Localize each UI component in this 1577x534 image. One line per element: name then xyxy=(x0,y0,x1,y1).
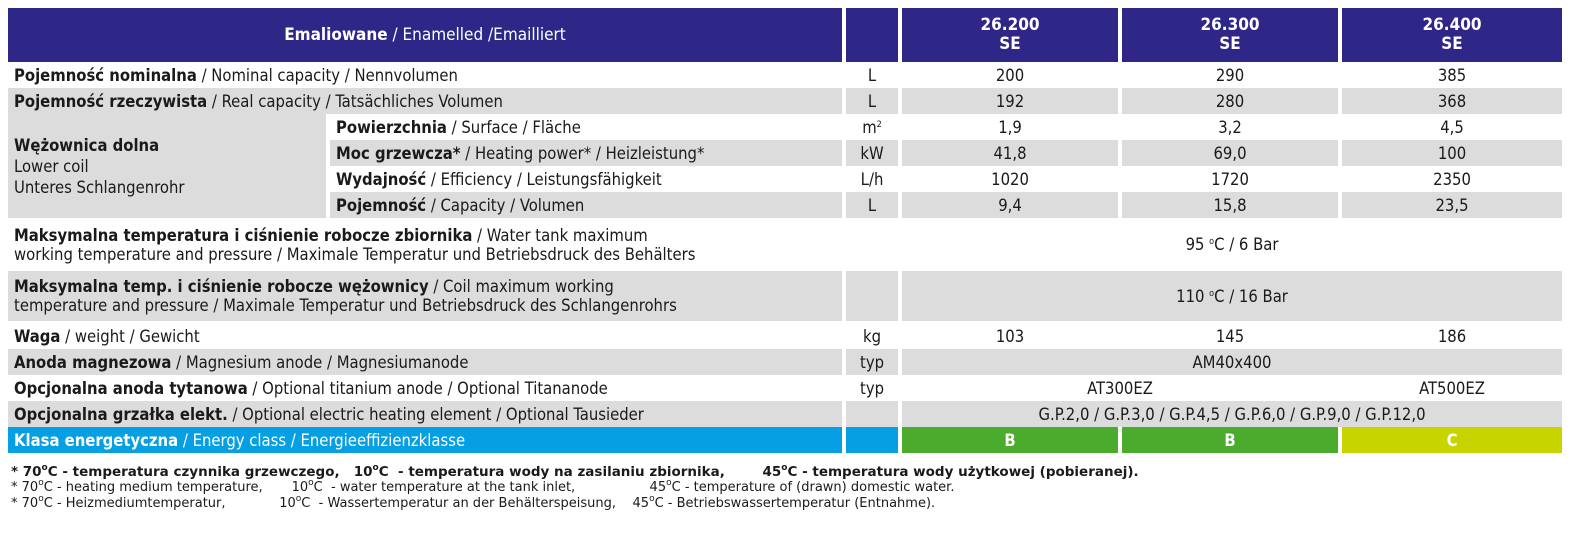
value-cell: 2350 xyxy=(1342,166,1562,192)
row-label: Opcjonalna grzałka elekt. / Optional electric heating element / Optional Tausieder xyxy=(8,401,846,427)
row-label: Opcjonalna anoda tytanowa / Optional titanium anode / Optional Titananode xyxy=(8,375,846,401)
energy-class-badge: C xyxy=(1342,427,1562,453)
value-cell: 1020 xyxy=(902,166,1122,192)
value-cell: 145 xyxy=(1122,321,1342,349)
footnote-line: * 70$^o$C - temperatura czynnika grzewczego, 10$^o$C - temperatura wody na zasilaniu zbiornika, 45$^o$C - temperatura wody użytkowej (pobieranej). xyxy=(11,463,1139,480)
value-cell: G.P.2,0 / G.P.3,0 / G.P.4,5 / G.P.6,0 / G.P.9,0 / G.P.12,0 xyxy=(902,401,1562,427)
value-cell: 290 xyxy=(1122,62,1342,88)
value-cell: 9,4 xyxy=(902,192,1122,218)
unit-cell: typ xyxy=(846,349,902,375)
value-cell: 100 xyxy=(1342,140,1562,166)
row-label: Anoda magnezowa / Magnesium anode / Magnesiumanode xyxy=(8,349,846,375)
unit-cell xyxy=(846,427,902,453)
value-cell: 41,8 xyxy=(902,140,1122,166)
value-cell: 69,0 xyxy=(1122,140,1342,166)
unit-cell: L/h xyxy=(846,166,902,192)
table-title: Emaliowane / Enamelled /Emailliert xyxy=(8,8,846,62)
row-label: Pojemność rzeczywista / Real capacity / Tatsächliches Volumen xyxy=(8,88,846,114)
footnotes xyxy=(11,464,1139,512)
row-label: Pojemność nominalna / Nominal capacity / Nennvolumen xyxy=(8,62,846,88)
value-cell: AT500EZ xyxy=(1342,375,1562,401)
value-cell: 385 xyxy=(1342,62,1562,88)
unit-cell: $m^2$ xyxy=(846,114,902,140)
unit-cell: L xyxy=(846,88,902,114)
value-cell: 103 xyxy=(902,321,1122,349)
value-cell: 192 xyxy=(902,88,1122,114)
row-magnesium-anode xyxy=(8,349,1562,375)
header-row xyxy=(8,8,1562,62)
unit-cell: kW xyxy=(846,140,902,166)
model-header-3: 26.400 SE xyxy=(1342,8,1562,62)
row-electric-heater xyxy=(8,401,1562,427)
value-cell: 3,2 xyxy=(1122,114,1342,140)
row-label: Moc grzewcza* / Heating power* / Heizleistung* xyxy=(330,140,846,166)
value-cell: 95 $^o$C / 6 Bar xyxy=(902,218,1562,268)
unit-cell: L xyxy=(846,192,902,218)
value-cell: 15,8 xyxy=(1122,192,1342,218)
value-cell: 186 xyxy=(1342,321,1562,349)
row-real-capacity xyxy=(8,88,1562,114)
unit-cell xyxy=(846,218,902,268)
row-tank-max xyxy=(8,218,1562,268)
unit-cell: L xyxy=(846,62,902,88)
row-label: Klasa energetyczna / Energy class / Energieeffizienzklasse xyxy=(8,427,846,453)
row-nominal-capacity xyxy=(8,62,1562,88)
row-weight xyxy=(8,321,1562,349)
row-coil-max xyxy=(8,268,1562,321)
row-titanium-anode xyxy=(8,375,1562,401)
spec-table xyxy=(8,8,1562,453)
unit-cell xyxy=(846,268,902,321)
row-label: Pojemność / Capacity / Volumen xyxy=(330,192,846,218)
unit-header-cell xyxy=(846,8,902,62)
footnote-line: * 70$^o$C - Heizmediumtemperatur, 10$^o$C - Wassertemperatur an der Behälterspeisung, 45$^o$C - Betriebswassertemperatur (Entnahme). xyxy=(11,494,936,511)
value-cell: 1,9 xyxy=(902,114,1122,140)
value-cell: AT300EZ xyxy=(902,375,1342,401)
row-coil-surface xyxy=(8,114,1562,140)
energy-class-badge: B xyxy=(1122,427,1342,453)
row-label: Powierzchnia / Surface / Fläche xyxy=(330,114,846,140)
value-cell: 1720 xyxy=(1122,166,1342,192)
coil-group-label: Wężownica dolna Lower coil Unteres Schlangenrohr xyxy=(8,114,330,218)
row-energy-class xyxy=(8,427,1562,453)
model-header-2: 26.300 SE xyxy=(1122,8,1342,62)
value-cell: 280 xyxy=(1122,88,1342,114)
model-header-1: 26.200 SE xyxy=(902,8,1122,62)
energy-class-badge: B xyxy=(902,427,1122,453)
value-cell: AM40x400 xyxy=(902,349,1562,375)
value-cell: 23,5 xyxy=(1342,192,1562,218)
row-label: Wydajność / Efficiency / Leistungsfähigkeit xyxy=(330,166,846,192)
row-label: Maksymalna temperatura i ciśnienie robocze zbiornika / Water tank maximum working temperature and pressure / Maximale Temperatur und Betriebsdruck des Behälters xyxy=(8,218,846,268)
unit-cell: typ xyxy=(846,375,902,401)
value-cell: 368 xyxy=(1342,88,1562,114)
unit-cell xyxy=(846,401,902,427)
value-cell: 110 $^o$C / 16 Bar xyxy=(902,268,1562,321)
value-cell: 200 xyxy=(902,62,1122,88)
row-label: Waga / weight / Gewicht xyxy=(8,321,846,349)
unit-cell: kg xyxy=(846,321,902,349)
row-label: Maksymalna temp. i ciśnienie robocze wężownicy / Coil maximum working temperature and pressure / Maximale Temperatur und Betriebsdruck des Schlangenrohrs xyxy=(8,268,846,321)
footnote-line: * 70$^o$C - heating medium temperature, 10$^o$C - water temperature at the tank inlet, 45$^o$C - temperature of (drawn) domestic water. xyxy=(11,478,955,495)
value-cell: 4,5 xyxy=(1342,114,1562,140)
